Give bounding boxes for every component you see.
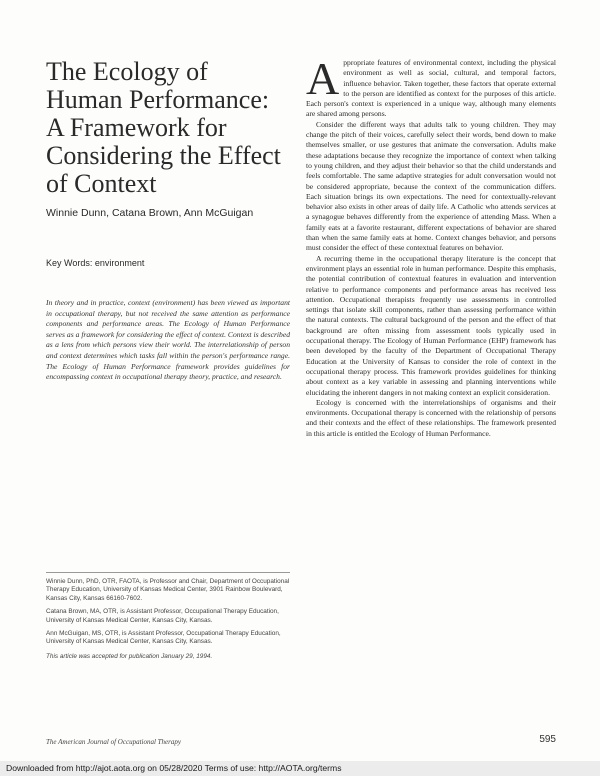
body-column xyxy=(306,53,556,439)
body-paragraph-1-text: ppropriate features of environmental context, including the physical environment as well as social, cultural, and temporal factors, influence behavior. Taken together, these factors that operate external to the person are identified as context for the purposes of this article. Each person's context is experienced in a unique way, although many elements are shared among persons. xyxy=(306,58,556,119)
key-words: Key Words: environment xyxy=(46,258,145,268)
article-authors: Winnie Dunn, Catana Brown, Ann McGuigan xyxy=(46,207,254,219)
body-paragraph-3: A recurring theme in the occupational therapy literature is the concept that environment plays an essential role in human performance. Despite this emphasis, the potential contribution of contextual features in evaluation and intervention relative to performance components and performance areas has received less attention. Occupational therapists frequently use assessments in controlled settings that isolate skill components, rather than assessing performance within the natural contexts. The cultural background of the person and the effect of that background are often missing from assessment tools typically used in occupational therapy. The Ecology of Human Performance (EHP) framework has been developed by the faculty of the Department of Occupational Therapy Education at the University of Kansas to consider the role of context in the occupational therapy process. This framework provides guidelines for thinking about context as a key variable in assessing and planning interventions while elucidating the inherent dangers in not making context an explicit consideration. xyxy=(306,253,556,397)
body-paragraph-2: Consider the different ways that adults talk to young children. They may change the pitch of their voices, carefully select their words, bend down to make themselves smaller, or use gestures that animate the conversation. Adults make these adaptations because they recognize the importance of context when talking to young children, and they adjust their behavior so that the child understands and feels comfortable. The same adaptive strategies for adult conversation would not be considered appropriate, because the context of the communication differs. Each situation brings its own expectations. The need for contextually-relevant behavior also exists in other areas of daily life. A Catholic who attends services at a synagogue behaves differently from the experience of attending Mass. When a family eats at a favorite restaurant, different expectations of behavior are shared than when the same family eats at home. Context changes behavior, and persons must consider the effect of these contextual features on behavior. xyxy=(306,119,556,253)
author-note-2: Catana Brown, MA, OTR, is Assistant Professor, Occupational Therapy Education, University of Kansas Medical Center, Kansas City, Kansas. xyxy=(46,608,279,624)
journal-name: The American Journal of Occupational Therapy xyxy=(46,738,181,746)
article-abstract: In theory and in practice, context (environment) has been viewed as important in occupational therapy, but not received the same attention as performance components and performance areas. The Ecology of Human Performance serves as a framework for considering the effect of context. Context is described as a lens from which persons view their world. The interrelationship of person and context determines which tasks fall within the person's performance range. The Ecology of Human Performance framework provides guidelines for encompassing context in occupational therapy theory, practice, and research. xyxy=(46,298,290,382)
download-notice[interactable]: Downloaded from http://ajot.aota.org on 05/28/2020 Terms of use: http://AOTA.org/terms xyxy=(6,763,342,773)
author-note-3: Ann McGuigan, MS, OTR, is Assistant Professor, Occupational Therapy Education, University of Kansas Medical Center, Kansas City, Kansas. xyxy=(46,630,281,646)
author-notes xyxy=(46,578,290,666)
download-notice-bar xyxy=(0,761,600,776)
drop-cap: A xyxy=(306,53,340,104)
page-number: 595 xyxy=(539,734,556,745)
accepted-note: This article was accepted for publication January 29, 1994. xyxy=(46,652,213,660)
body-paragraph-4: Ecology is concerned with the interrelationships of organisms and their environments. Occupational therapy is concerned with the relationship of persons and their contexts and the effect of these relationships. The framework presented in this article is entitled the Ecology of Human Performance. xyxy=(306,397,556,438)
article-title: The Ecology of Human Performance: A Framework for Considering the Effect of Context xyxy=(46,57,281,198)
body-paragraph-1 xyxy=(306,53,556,120)
author-note-1: Winnie Dunn, PhD, OTR, FAOTA, is Professor and Chair, Department of Occupational Therapy Education, University of Kansas Medical Center, 3901 Rainbow Boulevard, Kansas City, Kansas 66160-7602. xyxy=(46,578,290,602)
notes-divider xyxy=(46,572,290,573)
